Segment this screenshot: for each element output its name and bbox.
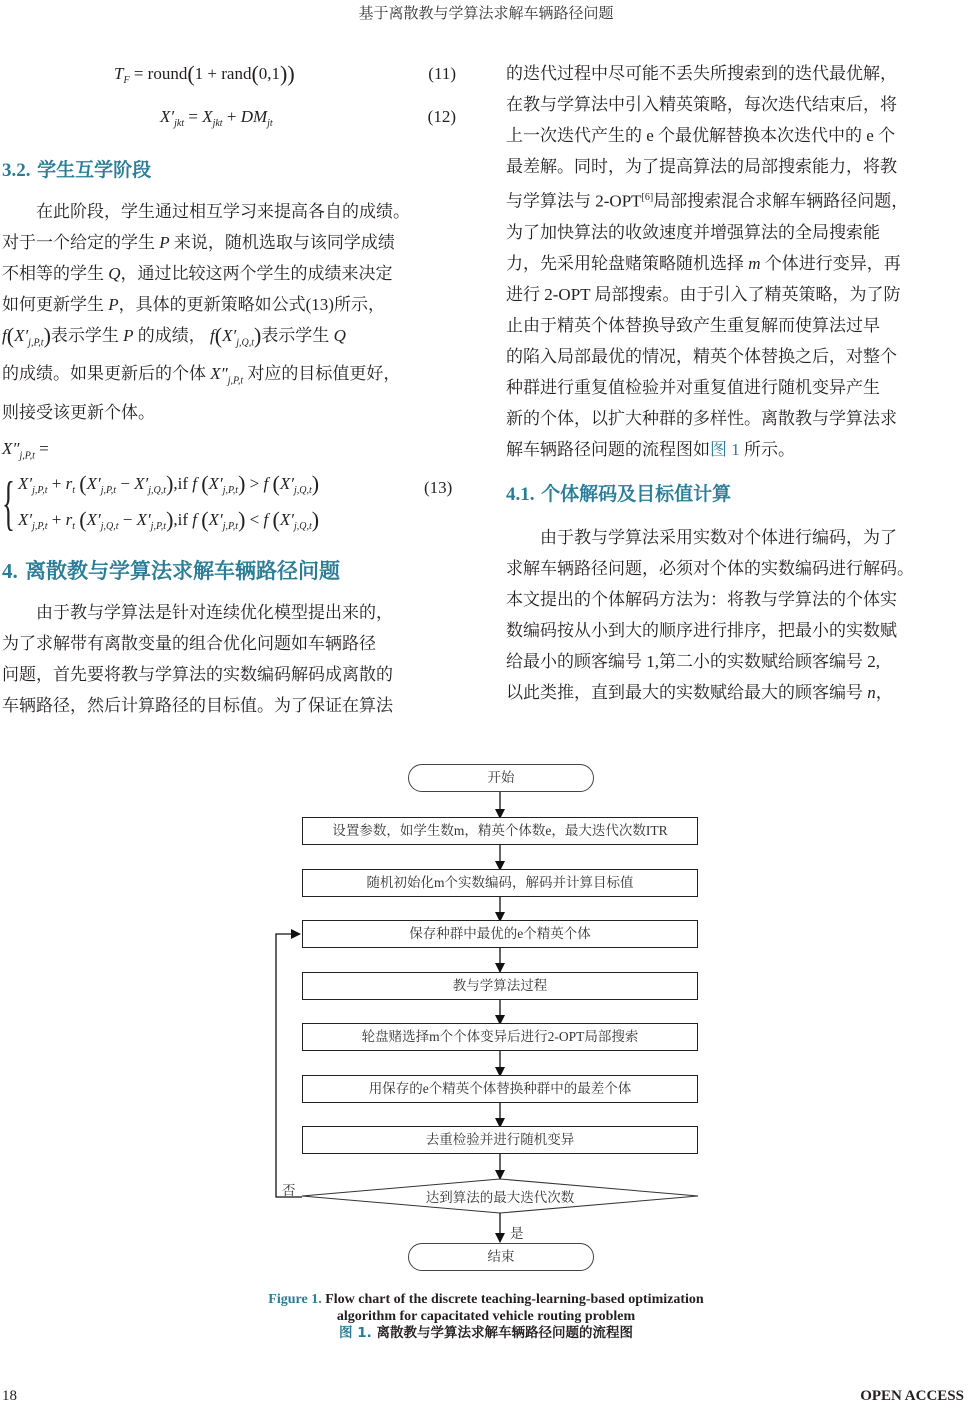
eq12-x: X <box>202 107 213 126</box>
text-span: 解车辆路径问题的流程图如 <box>506 439 710 459</box>
text-line: 给最小的顾客编号 1,第二小的实数赋给顾客编号 2, <box>506 651 880 671</box>
flow-step-save-elite: 保存种群中最优的e个精英个体 <box>302 920 698 948</box>
text-line: 由于教与学算法采用实数对个体进行编码，为了 <box>540 527 897 547</box>
subscript: j,P,t <box>28 337 44 349</box>
text-span: 如何更新学生 <box>2 295 109 314</box>
flow-step-tlbo: 教与学算法过程 <box>302 972 698 1000</box>
caption-figure-label-cn: 图 1. <box>339 1325 372 1341</box>
eq12-plus: + <box>226 107 237 126</box>
text-line: 本文提出的个体解码方法为：将教与学算法的个体实 <box>506 589 897 609</box>
text-line: 问题，首先要将教与学算法的实数编码解码成离散的 <box>2 664 393 684</box>
eq13-lhs: X″ <box>2 438 20 458</box>
text-span: 个体进行变异，再 <box>760 253 901 273</box>
eq13-number: (13) <box>424 477 453 497</box>
eq12-lhs: X′ <box>160 107 175 126</box>
text-span: 力，先采用轮盘赌策略随机选择 <box>506 253 749 273</box>
citation-ref[interactable]: [6] <box>641 192 654 203</box>
eq11-lhs: T <box>114 64 124 83</box>
text-span: ，具体的更新策略如公式(13)所示， <box>118 295 385 314</box>
text-line: 进行 2-OPT 局部搜索。由于引入了精英策略，为了防 <box>506 284 901 304</box>
section-number: 4. <box>2 558 18 583</box>
text-span: 局部搜索混合求解车辆路径问题， <box>653 191 909 211</box>
caption-en-text: Flow chart of the discrete teaching-learning-based optimization <box>321 1292 704 1307</box>
var-q: Q <box>333 326 346 345</box>
section-number: 4.1. <box>506 483 535 505</box>
var-x-double-prime: X″ <box>210 364 228 384</box>
text-line: 数编码按从小到大的顺序进行排序，把最小的实数赋 <box>506 620 897 640</box>
text-span: 所示。 <box>739 439 795 459</box>
flow-yes-label: 是 <box>510 1226 524 1241</box>
var-p: P <box>123 326 134 345</box>
figure-1-link[interactable]: 图 1 <box>710 439 740 459</box>
left-brace: { <box>2 469 15 536</box>
eq12-equals: = <box>188 107 198 126</box>
text-line: 在此阶段，学生通过相互学习来提高各自的成绩。 <box>36 202 410 221</box>
eq12-x-sub: jkt <box>212 118 223 129</box>
text-span: 表示学生 <box>261 326 334 345</box>
var-q: Q <box>108 264 121 283</box>
text-line: 由于教与学算法是针对连续优化模型提出来的， <box>36 602 393 622</box>
open-access-label: OPEN ACCESS <box>860 1388 964 1404</box>
running-title: 基于离散教与学算法求解车辆路径问题 <box>358 6 614 22</box>
section-title: 学生互学阶段 <box>37 159 152 181</box>
caption-en-line1 <box>0 1291 972 1308</box>
section-title: 离散教与学算法求解车辆路径问题 <box>25 558 341 583</box>
eq11-round: = round <box>133 64 188 83</box>
flow-step-init: 随机初始化m个实数编码，解码并计算目标值 <box>302 869 698 897</box>
func-f: f <box>2 326 7 345</box>
text-span: ， <box>875 682 893 702</box>
caption-cn-line <box>0 1325 972 1342</box>
text-line: 则接受该更新个体。 <box>2 402 155 422</box>
var-x-prime: X′ <box>222 326 237 345</box>
text-span: 的成绩， <box>133 326 206 345</box>
eq11-inner: 1 + rand <box>194 64 252 83</box>
subscript: j,Q,t <box>236 337 254 349</box>
var-p: P <box>108 295 119 314</box>
text-line: 种群进行重复值检验并对重复值进行随机变异产生 <box>506 377 880 397</box>
subscript: j,P,t <box>227 375 244 387</box>
var-p: P <box>159 233 170 252</box>
text-span: 与学算法与 2-OPT <box>506 191 642 211</box>
text-span: ，通过比较这两个学生的成绩来决定 <box>120 264 393 283</box>
equation-11: $T_F$ = round(1 + rand(0,1)) (11) <box>2 58 464 98</box>
caption-figure-label: Figure 1. <box>268 1292 322 1307</box>
text-line: 止由于精英个体替换导致产生重复解而使算法过早 <box>506 315 880 335</box>
section-title: 个体解码及目标值计算 <box>541 482 732 505</box>
eq13-equals: = <box>39 438 49 458</box>
eq12-number: (12) <box>427 107 456 126</box>
text-span: 来说，随机选取与该同学成绩 <box>169 233 395 252</box>
flow-no-label: 否 <box>282 1183 296 1198</box>
eq11-number: (11) <box>428 64 456 83</box>
section-number: 3.2. <box>2 160 31 181</box>
flow-end: 结束 <box>408 1243 594 1271</box>
caption-cn-text: 离散教与学算法求解车辆路径问题的流程图 <box>371 1325 633 1341</box>
text-line: 上一次迭代产生的 e 个最优解替换本次迭代中的 e 个 <box>506 126 896 145</box>
var-n: n <box>867 682 876 702</box>
flow-start: 开始 <box>408 764 594 792</box>
text-span: 的成绩。如果更新后的个体 <box>2 364 211 384</box>
caption-en-line2: algorithm for capacitated vehicle routing problem <box>336 1309 636 1324</box>
subscript: j,P,t <box>19 450 35 462</box>
text-span: 以此类推，直到最大的实数赋给最大的顾客编号 <box>506 682 868 702</box>
loop-back-no <box>276 934 302 1197</box>
page-number: 18 <box>2 1388 17 1404</box>
eq11-lhs-sub: F <box>123 75 130 86</box>
var-x-prime: X′ <box>14 326 29 345</box>
flow-step-set-params: 设置参数，如学生数m，精英个体数e，最大迭代次数ITR <box>302 817 698 845</box>
text-span: 表示学生 <box>50 326 124 345</box>
flow-step-roulette-2opt: 轮盘赌选择m个个体变异后进行2-OPT局部搜索 <box>302 1023 698 1051</box>
text-span: 不相等的学生 <box>2 264 109 283</box>
text-line: 最差解。同时，为了提高算法的局部搜索能力，将教 <box>506 157 897 176</box>
text-span: 对应的目标值更好， <box>243 364 401 384</box>
var-m: m <box>748 253 761 273</box>
flow-decision-label: 达到算法的最大迭代次数 <box>425 1190 575 1205</box>
text-line: 的陷入局部最优的情况，精英个体替换之后，对整个 <box>506 346 897 366</box>
text-line: 车辆路径，然后计算路径的目标值。为了保证在算法 <box>2 695 393 715</box>
eq13-case-1: $X'_{j,P,t} + r_t$ $(X'_{j,P,t} - X'_{j,Q,t}),if$ f $(X'_{j,P,t}) > f$ $(X'_{j,Q,t})$ <box>18 470 320 496</box>
eq12-dm: DM <box>240 107 268 126</box>
text-line: $f(X'_{j,P,t})$表示学生 P 的成绩， $f(X'_{j,Q,t})$表示学生 Q <box>2 323 346 349</box>
text-line: 为了求解带有离散变量的组合优化问题如车辆路径 <box>2 633 376 653</box>
figure-caption <box>0 1291 972 1342</box>
eq12-lhs-sub: jkt <box>174 118 185 129</box>
func-f: f <box>210 326 215 345</box>
eq11-args: 0,1 <box>258 64 281 83</box>
text-span: 对于一个给定的学生 <box>2 233 160 252</box>
eq12-dm-sub: jt <box>267 118 273 129</box>
text-line: 新的个体，以扩大种群的多样性。离散教与学算法求 <box>506 408 897 428</box>
flow-step-replace-worst: 用保存的e个精英个体替换种群中的最差个体 <box>302 1075 698 1103</box>
eq13-case-2: $X'_{j,P,t} + r_t$ $(X'_{j,Q,t} - X'_{j,P,t}),if$ f $(X'_{j,P,t}) < f$ $(X'_{j,Q,t})$ <box>18 506 320 532</box>
text-line: 的迭代过程中尽可能不丢失所搜索到的迭代最优解， <box>506 64 897 83</box>
text-line: 为了加快算法的收敛速度并增强算法的全局搜索能 <box>506 222 880 242</box>
text-line: 求解车辆路径问题，必须对个体的实数编码进行解码。 <box>506 558 914 578</box>
flow-step-dedup-mutate: 去重检验并进行随机变异 <box>302 1126 698 1154</box>
text-line: 在教与学算法中引入精英策略，每次迭代结束后，将 <box>506 95 897 114</box>
